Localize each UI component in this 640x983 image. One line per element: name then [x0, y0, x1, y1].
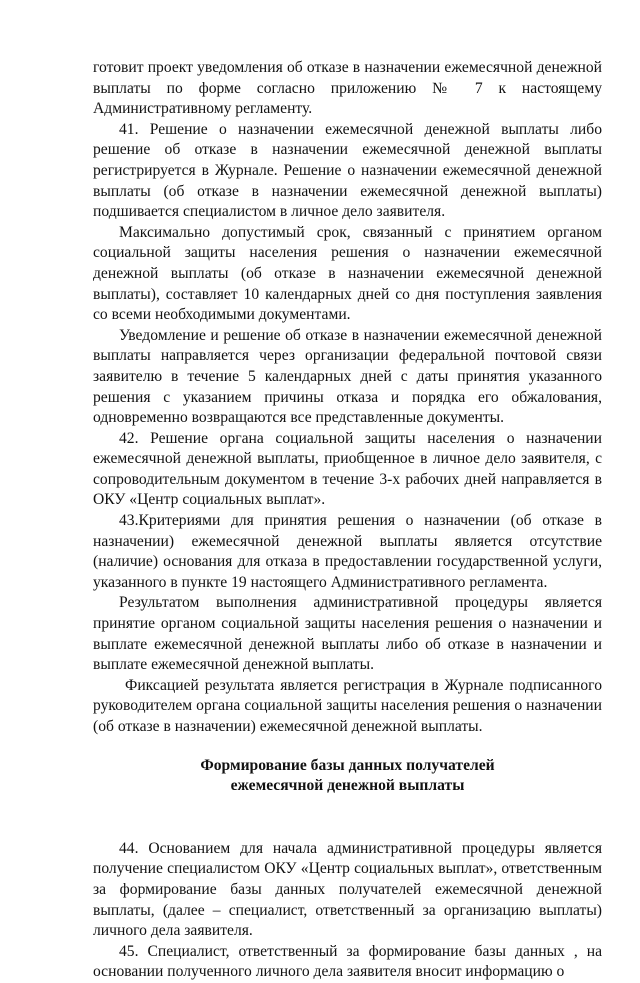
paragraph-fixation: Фиксацией результата является регистрация в Журнале подписанного руководителем органа социальной защиты населения решения о назначении (об отказе в назначении) ежемесячной денежной выплаты.	[93, 676, 602, 735]
paragraph-42: 42. Решение органа социальной защиты населения о назначении ежемесячной денежной выплаты, приобщенное в личное дело заявителя, с сопроводительным документом в течение 3-х рабочих дней направляется в ОКУ «Центр социальных выплат».	[93, 429, 602, 509]
paragraph-result: Результатом выполнения административной процедуры является принятие органом социальной защиты населения решения о назначении и выплате ежемесячной денежной выплаты либо об отказе в назначении и выплате ежемесячной денежной выплаты.	[93, 594, 602, 674]
paragraph-43: 43.Критериями для принятия решения о назначении (об отказе в назначении) ежемесячной денежной выплаты является отсутствие (наличие) основания для отказа в предоставлении государственной услуги, указанного в пункте 19 настоящего Административного регламента.	[93, 512, 602, 591]
spacer	[93, 797, 602, 839]
paragraph-continuation: готовит проект уведомления об отказе в назначении ежемесячной денежной выплаты по форме согласно приложению № 7 к настоящему Административному регламенту.	[93, 59, 602, 118]
paragraph-44: 44. Основанием для начала административной процедуры является получение специалистом ОКУ «Центр социальных выплат», ответственным за формирование базы данных получателей ежемесячной денежной выплаты, (далее – специалист, ответственный за организацию выплаты) личного дела заявителя.	[93, 839, 602, 940]
section-heading-line-1: Формирование базы данных получателей	[200, 756, 495, 774]
section-heading-line-2: ежемесячной денежной выплаты	[230, 777, 465, 795]
paragraph-45: 45. Специалист, ответственный за формирование базы данных , на основании полученного личного дела заявителя вносит информацию о	[93, 942, 602, 981]
paragraph-max-term: Максимально допустимый срок, связанный с принятием органом социальной защиты населения решения о назначении ежемесячной денежной выплаты (об отказе в назначении ежемесячной денежной выплаты), составляет 10 календарных дней со дня поступления заявления со всеми необходимыми документами.	[93, 223, 602, 324]
spacer	[93, 738, 602, 756]
paragraph-notification: Уведомление и решение об отказе в назначении ежемесячной денежной выплаты направляется через организации федеральной почтовой связи заявителю в течение 5 календарных дней с даты принятия указанного решения с указанием причины отказа и порядка его обжалования, одновременно возвращаются все представленные документы.	[93, 326, 602, 427]
paragraph-41: 41. Решение о назначении ежемесячной денежной выплаты либо решение об отказе в назначении ежемесячной денежной выплаты регистрируется в Журнале. Решение о назначении ежемесячной денежной выплаты (об отказе в назначении ежемесячной денежной выплаты) подшивается специалистом в личное дело заявителя.	[93, 120, 602, 221]
document-body	[93, 58, 602, 983]
